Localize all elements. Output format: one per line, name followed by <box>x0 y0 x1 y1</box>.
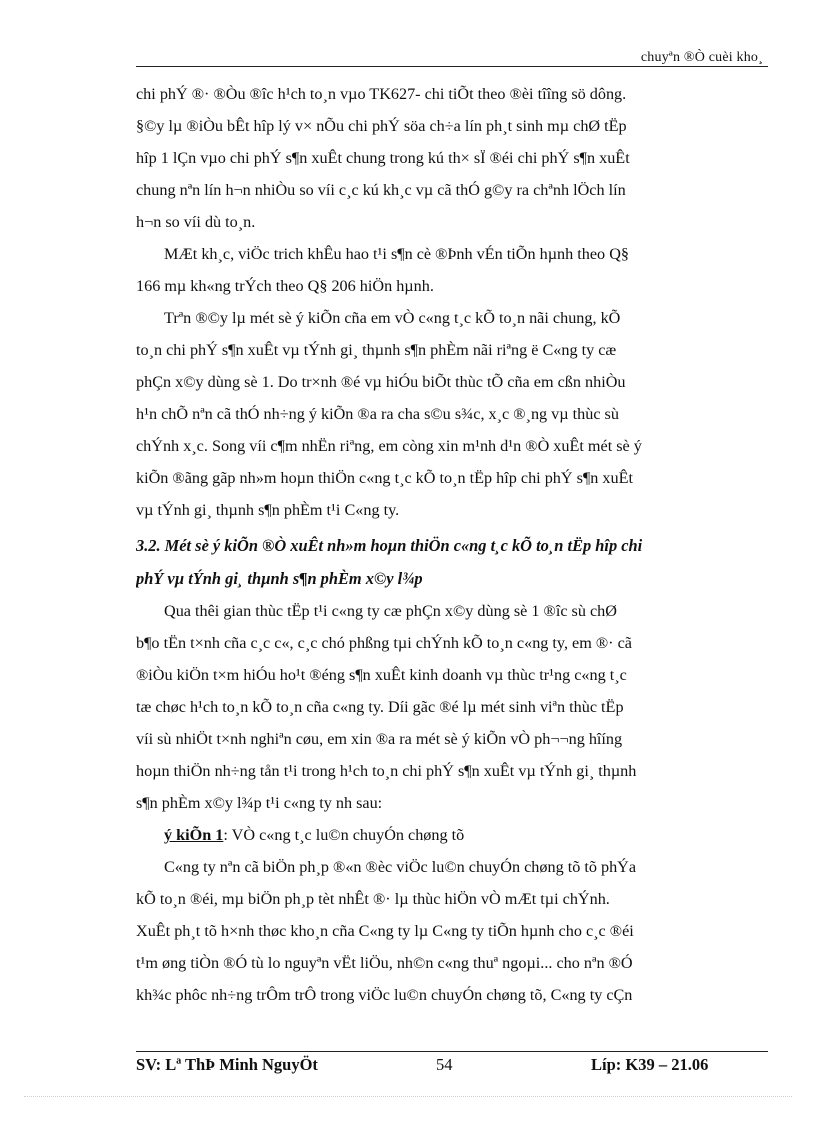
opinion-1-title: : VÒ c«ng t¸c lu©n chuyÓn chøng tõ <box>223 826 465 844</box>
text-line: MÆt kh¸c, viÖc trich khÊu hao t¹i s¶n cè ®Þnh vÉn tiÕn hµnh theo Q§ <box>164 245 629 263</box>
text-line: ®iÒu kiÖn t×m hiÓu ho¹t ®éng s¶n xuÊt kinh doanh vµ thùc tr¹ng c«ng t¸c <box>136 666 627 684</box>
text-line: kh¾c phôc nh÷ng trÔm trÔ trong viÖc lu©n chuyÓn chøng tõ, C«ng ty cÇn <box>136 986 633 1004</box>
text-line: 166 mµ kh«ng trÝch theo Q§ 206 hiÖn hµnh. <box>136 277 434 295</box>
text-line: chÝnh x¸c. Song víi c¶m nhËn riªng, em còng xin m¹nh d¹n ®Ò xuÊt mét sè ý <box>136 437 642 455</box>
paragraph-5 <box>136 851 768 1011</box>
opinion-1-label: ý kiÕn 1 <box>164 826 224 844</box>
text-line: hîp 1 lÇn vµo chi phÝ s¶n xuÊt chung trong kú th× sÏ ®éi chi phÝ s¶n xuÊt <box>136 149 630 167</box>
heading-line: phÝ vµ tÝnh gi¸ thµnh s¶n phÈm x©y l¾p <box>136 569 423 588</box>
section-heading <box>136 529 768 595</box>
paragraph-3 <box>136 302 768 526</box>
heading-line: 3.2. Mét sè ý kiÕn ®Ò xuÊt nh»m hoµn thiÖn c«ng t¸c kÕ to¸n tËp hîp chi <box>136 536 643 555</box>
text-line: Qua thêi gian thùc tËp t¹i c«ng ty cæ phÇn x©y dùng sè 1 ®îc sù chØ <box>164 602 617 620</box>
text-line: XuÊt ph¸t tõ h×nh thøc kho¸n cña C«ng ty lµ C«ng ty tiÕn hµnh cho c¸c ®éi <box>136 922 634 940</box>
text-line: kiÕn ®ãng gãp nh»m hoµn thiÖn c«ng t¸c kÕ to¸n tËp hîp chi phÝ s¶n xuÊt <box>136 469 633 487</box>
page-edge-divider <box>24 1096 792 1097</box>
opinion-1-line <box>136 819 768 851</box>
text-line: to¸n chi phÝ s¶n xuÊt vµ tÝnh gi¸ thµnh s¶n phÈm nãi riªng ë C«ng ty cæ <box>136 341 617 359</box>
text-line: tæ chøc h¹ch to¸n kÕ to¸n cña c«ng ty. Díi gãc ®é lµ mét sinh viªn thùc tËp <box>136 698 624 716</box>
header-divider <box>136 66 768 67</box>
text-line: Trªn ®©y lµ mét sè ý kiÕn cña em vÒ c«ng t¸c kÕ to¸n nãi chung, kÕ <box>164 309 621 327</box>
footer-divider <box>136 1051 768 1052</box>
text-line: víi sù nhiÖt t×nh nghiªn cøu, em xin ®a ra mét sè ý kiÕn vÒ ph¬¬ng hîíng <box>136 730 623 748</box>
page-body <box>136 78 768 1011</box>
text-line: t¹m øng tiÒn ®Ó tù lo nguyªn vËt liÖu, nh©n c«ng thuª ngoµi... cho nªn ®Ó <box>136 954 633 972</box>
footer-author: SV: Lª ThÞ Minh NguyÖt <box>136 1055 318 1074</box>
text-line: h¬n so víi dù to¸n. <box>136 213 256 231</box>
text-line: chi phÝ ®· ®Òu ®îc h¹ch to¸n vµo TK627- chi tiÕt theo ®èi tîîng sö dông. <box>136 85 627 103</box>
text-line: §©y lµ ®iÒu bÊt hîp lý v× nÕu chi phÝ söa ch÷a lín ph¸t sinh mµ chØ tËp <box>136 117 627 135</box>
page-number: 54 <box>436 1055 453 1074</box>
text-line: phÇn x©y dùng sè 1. Do tr×nh ®é vµ hiÓu biÕt thùc tÕ cña em cßn nhiÒu <box>136 373 626 391</box>
text-line <box>136 819 768 851</box>
text-line: s¶n phÈm x©y l¾p t¹i c«ng ty nh sau: <box>136 794 383 812</box>
text-line: h¹n chÕ nªn cã thÓ nh÷ng ý kiÕn ®a ra cha s©u s¾c, x¸c ®¸ng vµ thùc sù <box>136 405 619 423</box>
footer-class: Líp: K39 – 21.06 <box>591 1055 709 1074</box>
text-line: b¶o tËn t×nh cña c¸c c«, c¸c chó phßng tµi chÝnh kÕ to¸n c«ng ty, em ®· cã <box>136 634 632 652</box>
page-footer <box>136 1055 768 1077</box>
paragraph-4 <box>136 595 768 819</box>
paragraph-2 <box>136 238 768 302</box>
text-line: vµ tÝnh gi¸ thµnh s¶n phÈm t¹i C«ng ty. <box>136 501 400 519</box>
text-line: chung nªn lín h¬n nhiÒu so víi c¸c kú kh¸c vµ cã thÓ g©y ra chªnh lÖch lín <box>136 181 626 199</box>
text-line: kÕ to¸n ®éi, mµ biÖn ph¸p tèt nhÊt ®· lµ thùc hiÖn vÒ mÆt tµi chÝnh. <box>136 890 610 908</box>
paragraph-1 <box>136 78 768 238</box>
text-line: C«ng ty nªn cã biÖn ph¸p ®«n ®èc viÖc lu©n chuyÓn chøng tõ tõ phÝa <box>164 858 637 876</box>
text-line: hoµn thiÖn nh÷ng tån t¹i trong h¹ch to¸n chi phÝ s¶n xuÊt vµ tÝnh gi¸ thµnh <box>136 762 637 780</box>
running-header: chuyªn ®Ò cuèi kho¸ <box>640 50 763 65</box>
